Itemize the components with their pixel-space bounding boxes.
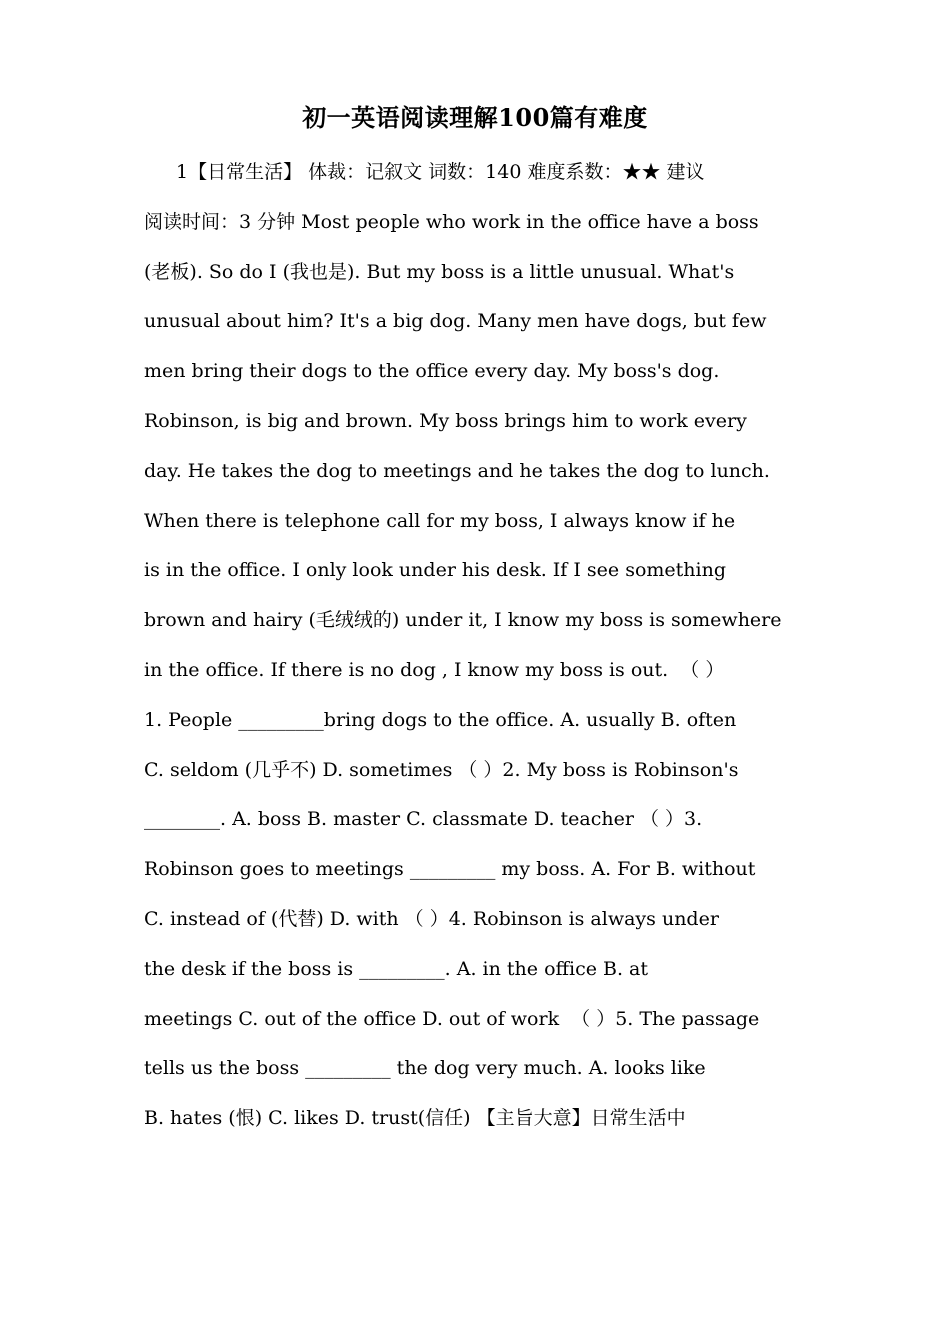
text-line: men bring their dogs to the office every day. My boss's dog.	[144, 360, 720, 383]
document-body	[144, 152, 844, 1148]
question-line: 1. People _________bring dogs to the office. A. usually B. often	[144, 708, 737, 731]
text-line: When there is telephone call for my boss, I always know if he	[144, 509, 736, 532]
text-line: Robinson, is big and brown. My boss brings him to work every	[144, 409, 747, 432]
question-line: tells us the boss _________ the dog very much. A. looks like	[144, 1057, 706, 1080]
question-line: meetings C. out of the office D. out of work （ ）5. The passage	[144, 1007, 760, 1030]
text-line: brown and hairy (毛绒绒的) under it, I know my boss is somewhere	[144, 609, 782, 632]
text-line: unusual about him? It's a big dog. Many men have dogs, but few	[144, 310, 767, 333]
question-line: ________. A. boss B. master C. classmate D. teacher （ ）3.	[144, 808, 703, 831]
text-line: day. He takes the dog to meetings and he takes the dog to lunch.	[144, 459, 770, 482]
question-line: C. instead of (代替) D. with （ ）4. Robinson is always under	[144, 907, 719, 930]
text-line: in the office. If there is no dog , I know my boss is out. （ ）	[144, 658, 725, 681]
question-line: the desk if the boss is _________. A. in the office B. at	[144, 957, 649, 980]
text-line: is in the office. I only look under his desk. If I see something	[144, 559, 726, 582]
text-line: (老板). So do I (我也是). But my boss is a little unusual. What's	[144, 260, 735, 283]
question-line: B. hates (恨) C. likes D. trust(信任) 【主旨大意】日常生活中	[144, 1107, 686, 1130]
text-line: 阅读时间：3 分钟 Most people who work in the office have a boss	[144, 210, 759, 233]
question-line: C. seldom (几乎不) D. sometimes （ ）2. My boss is Robinson's	[144, 758, 739, 781]
text-line: 1【日常生活】 体裁：记叙文 词数：140 难度系数：★★ 建议	[176, 161, 705, 183]
document-title: 初一英语阅读理解100篇有难度	[302, 103, 648, 132]
question-line: Robinson goes to meetings _________ my boss. A. For B. without	[144, 858, 756, 881]
